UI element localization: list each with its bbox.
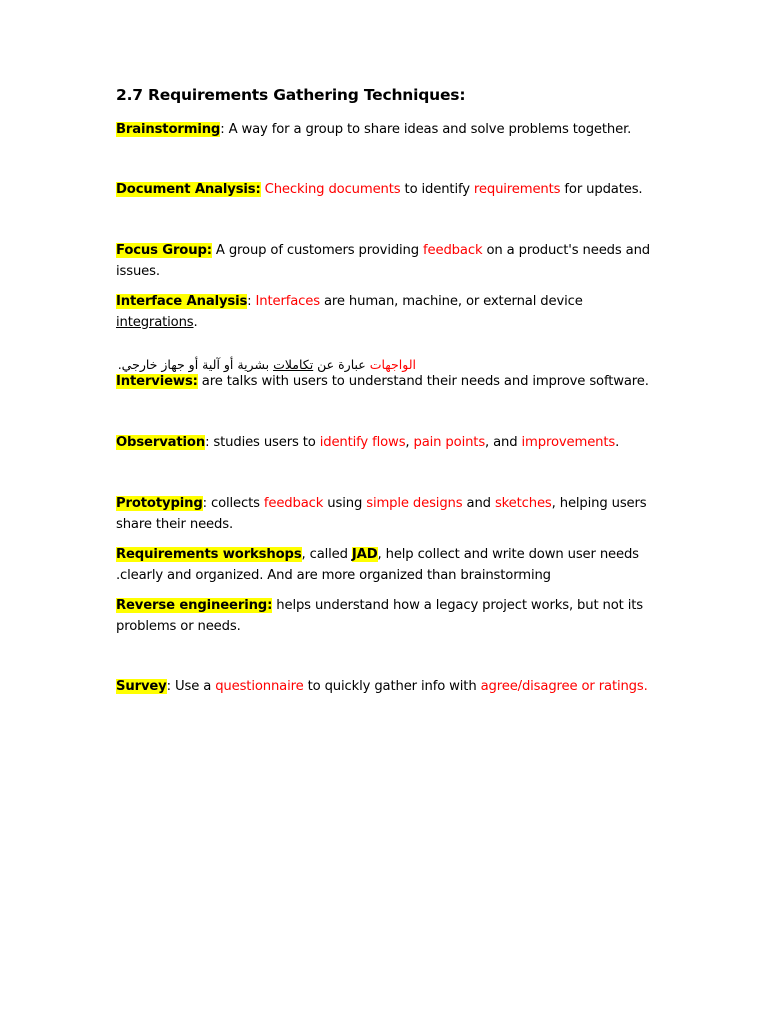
interface-analysis-colon: : <box>247 294 256 309</box>
paragraph-brainstorming <box>116 120 656 141</box>
highlight-sketches: sketches <box>494 496 552 511</box>
document-analysis-text-2: for updates. <box>560 182 643 197</box>
term-document-analysis: Document Analysis: <box>116 182 261 197</box>
highlight-agree-disagree-ratings: agree/disagree or ratings. <box>480 679 648 694</box>
interviews-definition: are talks with users to understand their needs and improve software. <box>197 374 649 389</box>
arabic-highlight-interfaces: الواجهات <box>369 356 416 372</box>
term-requirements-workshops: Requirements workshops <box>116 547 302 562</box>
arabic-underlined-integrations: تكاملات <box>273 356 314 372</box>
highlight-feedback-prototyping: feedback <box>263 496 324 511</box>
highlight-questionnaire: questionnaire <box>215 679 304 694</box>
paragraph-focus-group <box>116 241 656 282</box>
survey-text-2: to quickly gather info with <box>303 679 481 694</box>
highlight-requirements: requirements <box>473 182 561 197</box>
term-focus-group: Focus Group: <box>116 243 212 258</box>
paragraph-survey <box>116 677 656 698</box>
paragraph-document-analysis <box>116 180 656 201</box>
highlight-simple-designs: simple designs <box>366 496 463 511</box>
survey-text-1: : Use a <box>166 679 216 694</box>
highlight-feedback: feedback <box>423 243 483 258</box>
observation-text-2: , <box>405 435 414 450</box>
observation-text-3: , and <box>485 435 522 450</box>
paragraph-requirements-workshops <box>116 545 656 586</box>
workshops-text-1: , called <box>301 547 352 562</box>
term-reverse-engineering: Reverse engineering: <box>116 598 273 613</box>
highlight-interfaces: Interfaces <box>255 294 320 309</box>
prototyping-text-2: using <box>323 496 367 511</box>
interface-analysis-text-1: are human, machine, or external device <box>319 294 583 309</box>
term-brainstorming: Brainstorming <box>116 122 221 137</box>
section-title: 2.7 Requirements Gathering Techniques: <box>116 86 466 104</box>
interface-analysis-text-2: . <box>193 314 198 330</box>
highlight-identify-flows: identify flows <box>319 435 406 450</box>
term-survey: Survey <box>116 679 167 694</box>
prototyping-text-3: and <box>462 496 495 511</box>
workshops-text-line-2: .clearly and organized. And are more organized than brainstorming <box>116 567 551 583</box>
paragraph-prototyping <box>116 494 656 535</box>
reverse-engineering-definition: helps understand how a legacy project works, but not its problems or needs. <box>116 598 643 634</box>
focus-group-text-1: A group of customers providing <box>211 243 424 258</box>
paragraph-interviews <box>116 372 656 393</box>
highlight-checking-documents: Checking documents <box>264 182 401 197</box>
focus-group-text-2: on a product's needs and issues. <box>116 243 651 279</box>
term-prototyping: Prototyping <box>116 496 203 511</box>
observation-text-4: . <box>615 435 620 450</box>
brainstorming-definition: : A way for a group to share ideas and solve problems together. <box>220 122 632 137</box>
observation-text-1: : studies users to <box>205 435 320 450</box>
highlight-pain-points: pain points <box>413 435 486 450</box>
arabic-text-1: عبارة عن <box>313 356 370 372</box>
term-jad: JAD <box>351 547 378 562</box>
document-analysis-text-1: to identify <box>400 182 474 197</box>
paragraph-observation <box>116 433 656 454</box>
term-observation: Observation <box>116 435 206 450</box>
highlight-improvements: improvements <box>521 435 616 450</box>
paragraph-interface-analysis <box>116 292 656 333</box>
workshops-text-2: , help collect and write down user needs <box>377 547 639 562</box>
term-interface-analysis: Interface Analysis <box>116 294 248 309</box>
prototyping-text-1: : collects <box>202 496 264 511</box>
paragraph-reverse-engineering <box>116 596 656 637</box>
term-interviews: Interviews: <box>116 374 198 389</box>
prototyping-text-4: , helping users share their needs. <box>116 496 647 532</box>
arabic-text-2: بشرية أو آلية أو جهاز خارجي. <box>117 356 274 372</box>
underlined-integrations: integrations <box>116 314 194 330</box>
